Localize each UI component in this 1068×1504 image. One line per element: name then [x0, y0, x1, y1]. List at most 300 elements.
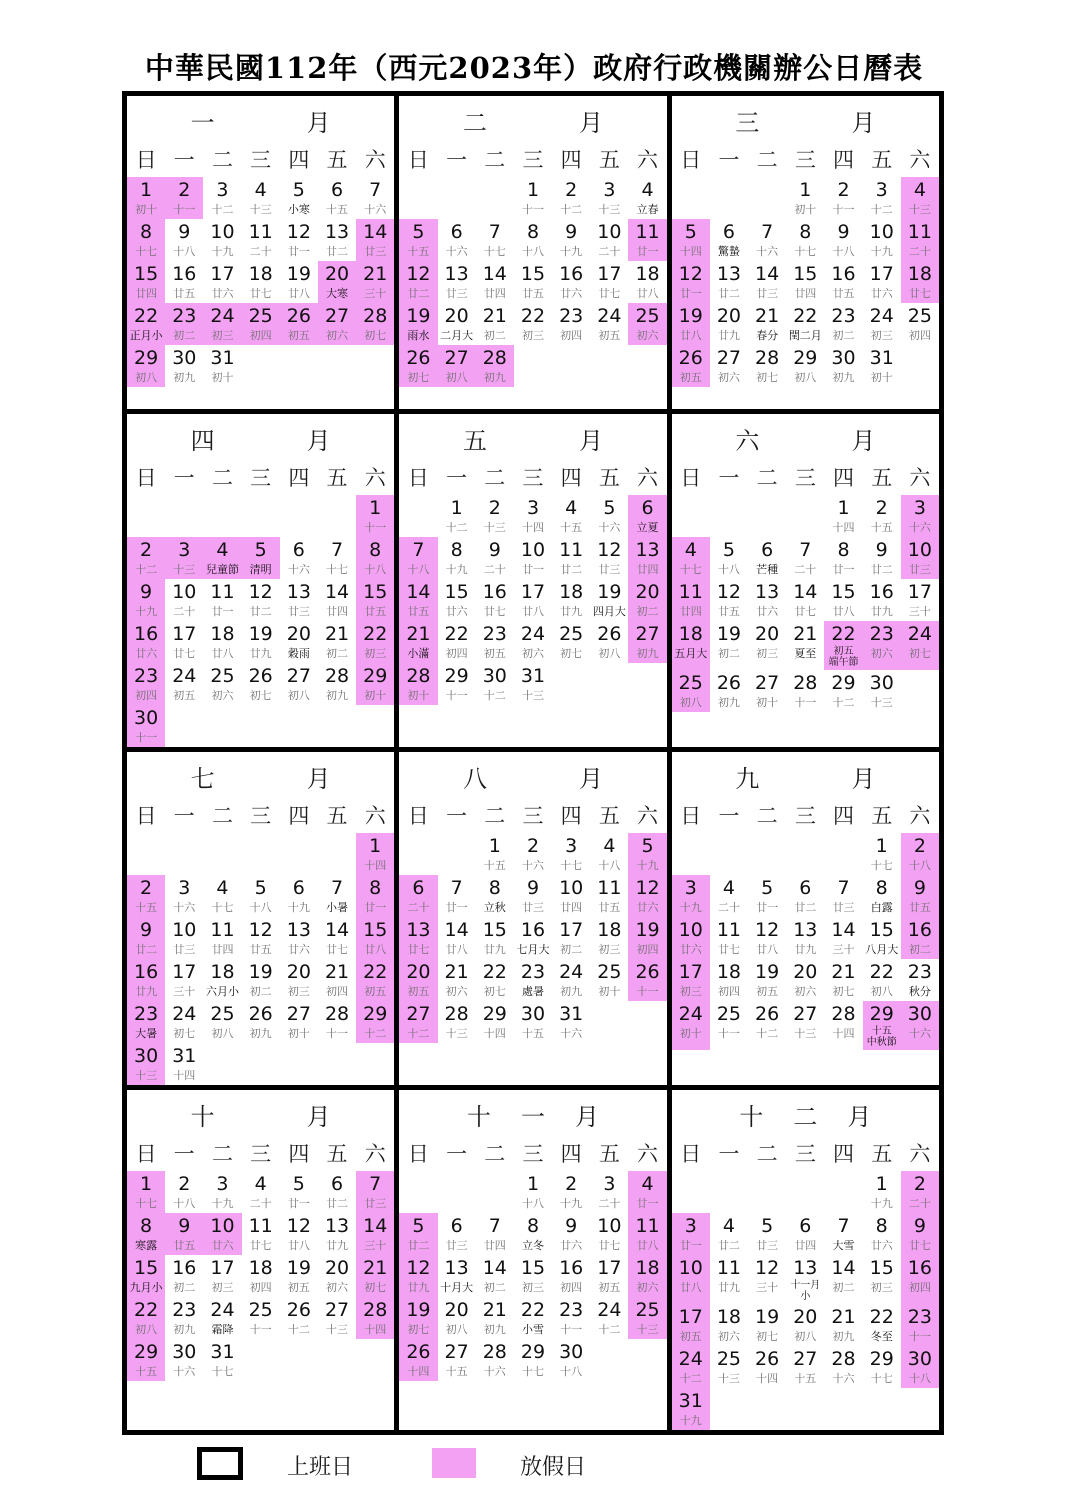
- weekday-header: [127, 800, 394, 830]
- lunar-label-line: 廿七: [717, 943, 740, 956]
- lunar-label-line: 初五: [598, 1281, 621, 1294]
- lunar-label: [628, 520, 666, 535]
- day-number: 14: [482, 1257, 507, 1279]
- day-cell: [786, 917, 824, 959]
- lunar-label: [672, 1026, 710, 1041]
- day-number: 18: [907, 263, 932, 285]
- lunar-label-line: 端午節: [828, 657, 859, 668]
- lunar-label: [203, 984, 241, 999]
- lunar-label: [127, 1280, 165, 1295]
- lunar-label: [203, 286, 241, 301]
- lunar-label-line: 十五: [135, 1365, 158, 1378]
- day-number: 25: [716, 1003, 742, 1025]
- month-title-char: 一: [520, 1103, 545, 1131]
- month-title-char: 月: [851, 765, 876, 793]
- day-number: 15: [363, 581, 388, 603]
- day-cell: [590, 219, 628, 261]
- weekday-label: 一: [718, 466, 740, 490]
- day-number: 22: [831, 623, 856, 645]
- day-cell: [438, 1213, 476, 1255]
- lunar-label: [748, 1026, 786, 1041]
- weekday-label: 三: [522, 466, 544, 490]
- lunar-label: [590, 942, 628, 957]
- lunar-label-line: 初二: [483, 1281, 506, 1294]
- weekday-label: 六: [364, 1142, 386, 1166]
- lunar-label-line: 十九: [636, 859, 659, 872]
- lunar-label-line: 十八: [173, 1197, 196, 1210]
- lunar-label-line: 十二: [407, 1027, 430, 1040]
- day-number: 26: [755, 1003, 780, 1025]
- day-cell: [901, 303, 939, 345]
- lunar-label: [590, 858, 628, 873]
- lunar-label: [242, 286, 280, 301]
- lunar-label-line: 廿一: [679, 287, 702, 300]
- day-number: 27: [286, 1003, 311, 1025]
- day-cell: [476, 579, 514, 621]
- lunar-label-line: 廿五: [173, 287, 196, 300]
- lunar-label: [438, 900, 476, 915]
- day-number: 13: [635, 539, 660, 561]
- lunar-label: [710, 1280, 748, 1295]
- day-cell: [399, 663, 437, 705]
- lunar-label: [628, 1196, 666, 1211]
- day-number: 9: [140, 581, 153, 603]
- day-cell: [127, 1213, 165, 1255]
- lunar-label-line: 二十: [173, 605, 196, 618]
- day-cell: [628, 875, 666, 917]
- lunar-label-line: 廿一: [445, 901, 468, 914]
- weekday-header: [672, 144, 939, 174]
- day-number: 18: [248, 1257, 273, 1279]
- lunar-label-line: 初三: [679, 985, 702, 998]
- day-number: 24: [210, 305, 235, 327]
- day-cell: [438, 1001, 476, 1043]
- lunar-label: [824, 1238, 862, 1253]
- day-number: 10: [520, 539, 546, 561]
- day-cell: [280, 959, 318, 1001]
- day-number: 3: [178, 877, 191, 899]
- day-number: 7: [837, 1215, 850, 1237]
- month-title: [399, 421, 666, 456]
- lunar-label: [318, 984, 356, 999]
- weekday-label: 六: [637, 466, 659, 490]
- day-number: 21: [363, 263, 388, 285]
- day-cell: [356, 261, 394, 303]
- legend-workday-swatch: [197, 1447, 243, 1480]
- day-number: 24: [559, 961, 584, 983]
- day-cell: [356, 177, 394, 219]
- lunar-label-line: 初八: [679, 696, 702, 709]
- lunar-label-line: 廿六: [756, 605, 779, 618]
- lunar-label-line: 十二: [211, 203, 234, 216]
- day-number: 15: [134, 1257, 159, 1279]
- day-number: 30: [907, 1348, 932, 1370]
- week-row: [399, 579, 666, 621]
- lunar-label-line: 廿五: [908, 901, 931, 914]
- day-cell: [165, 1339, 203, 1381]
- day-number: 24: [210, 1299, 235, 1321]
- day-number: 19: [406, 305, 431, 327]
- lunar-label: [356, 1196, 394, 1211]
- day-cell: [552, 1297, 590, 1339]
- lunar-label: [356, 244, 394, 259]
- lunar-label-line: 廿三: [287, 605, 310, 618]
- lunar-label: [165, 286, 203, 301]
- day-number: 28: [831, 1003, 856, 1025]
- day-number: 13: [286, 581, 311, 603]
- week-row: [399, 917, 666, 959]
- day-cell: [476, 261, 514, 303]
- lunar-label-line: 十六: [908, 1027, 931, 1040]
- month-title-char: 月: [306, 1103, 331, 1131]
- month-block: [127, 1090, 394, 1430]
- weekday-label: 五: [871, 466, 893, 490]
- lunar-label-line: 十二: [135, 563, 158, 576]
- lunar-label-line: 十五: [871, 1026, 892, 1037]
- lunar-label: [165, 688, 203, 703]
- day-number: 15: [134, 263, 159, 285]
- day-number: 11: [248, 221, 273, 243]
- day-cell: [399, 917, 437, 959]
- day-number: 21: [324, 961, 350, 983]
- day-cell: [165, 1171, 203, 1213]
- lunar-label: [127, 688, 165, 703]
- lunar-label: [242, 202, 280, 217]
- day-cell: [672, 1304, 710, 1346]
- day-cell: [672, 1171, 710, 1213]
- lunar-label: [127, 1238, 165, 1253]
- lunar-label-line: 十七: [679, 563, 702, 576]
- lunar-label: [280, 900, 318, 915]
- weekday-header: [672, 800, 939, 830]
- day-cell: [165, 495, 203, 537]
- day-cell: [552, 495, 590, 537]
- lunar-label: [786, 328, 824, 343]
- day-cell: [901, 219, 939, 261]
- lunar-label: [748, 286, 786, 301]
- day-number: 12: [286, 221, 311, 243]
- week-row: [399, 1297, 666, 1339]
- day-number: 17: [907, 581, 932, 603]
- month-title-char: 七: [190, 765, 215, 793]
- day-cell: [280, 1043, 318, 1085]
- day-number: 5: [641, 835, 654, 857]
- lunar-label-line: 廿一: [521, 563, 544, 576]
- day-number: 16: [134, 623, 159, 645]
- lunar-label: [514, 942, 552, 957]
- week-row: [399, 1001, 666, 1043]
- day-number: 15: [444, 581, 469, 603]
- lunar-label-line: 小雪: [521, 1323, 544, 1336]
- lunar-label-line: 十四: [832, 521, 855, 534]
- day-number: 2: [140, 877, 153, 899]
- day-number: 8: [799, 221, 812, 243]
- week-row: [127, 345, 394, 387]
- day-cell: [863, 917, 901, 959]
- lunar-label-line: 廿二: [326, 1197, 349, 1210]
- day-number: 30: [559, 1341, 584, 1363]
- lunar-label: [356, 604, 394, 619]
- day-cell: [318, 1255, 356, 1297]
- day-cell: [476, 621, 514, 663]
- lunar-label-line: 初五: [679, 1330, 702, 1343]
- day-cell: [356, 663, 394, 705]
- lunar-label: [318, 244, 356, 259]
- day-number: 16: [559, 263, 584, 285]
- lunar-label-line: 初三: [598, 943, 621, 956]
- month-title: [672, 421, 939, 456]
- lunar-label: [786, 562, 824, 577]
- day-cell: [710, 177, 748, 219]
- weekday-label: 六: [909, 466, 931, 490]
- lunar-label: [127, 1364, 165, 1379]
- lunar-label: [672, 942, 710, 957]
- lunar-label-line: 四月大: [592, 605, 626, 618]
- lunar-label: [318, 900, 356, 915]
- lunar-label: [476, 984, 514, 999]
- lunar-label: [672, 328, 710, 343]
- day-cell: [165, 345, 203, 387]
- weekday-label: 三: [522, 1142, 544, 1166]
- day-number: 23: [482, 623, 507, 645]
- day-number: 23: [559, 1299, 584, 1321]
- day-number: 20: [406, 961, 431, 983]
- day-number: 11: [716, 1257, 742, 1279]
- lunar-label: [356, 646, 394, 661]
- lunar-label-line: 初五: [483, 647, 506, 660]
- day-number: 26: [286, 305, 311, 327]
- day-number: 13: [793, 919, 818, 941]
- lunar-label: [280, 328, 318, 343]
- month-block: [127, 414, 394, 747]
- lunar-label-line: 初二: [717, 647, 740, 660]
- lunar-label-line: 十七: [794, 245, 817, 258]
- day-number: 27: [324, 1299, 350, 1321]
- lunar-label: [824, 646, 862, 668]
- weekday-label: 日: [135, 148, 157, 172]
- lunar-label: [863, 646, 901, 661]
- weekday-label: 二: [211, 148, 233, 172]
- day-number: 28: [363, 1299, 388, 1321]
- lunar-label: [748, 1371, 786, 1386]
- lunar-label-line: 十四: [364, 859, 387, 872]
- day-cell: [242, 959, 280, 1001]
- day-cell: [280, 345, 318, 387]
- lunar-label-line: 二十: [249, 245, 272, 258]
- lunar-label: [552, 202, 590, 217]
- week-row: [399, 261, 666, 303]
- day-cell: [399, 303, 437, 345]
- weekday-label: 二: [211, 1142, 233, 1166]
- day-cell: [748, 1213, 786, 1255]
- day-cell: [672, 345, 710, 387]
- day-number: 21: [444, 961, 469, 983]
- lunar-label: [863, 520, 901, 535]
- lunar-label: [242, 244, 280, 259]
- lunar-label: [786, 1238, 824, 1253]
- day-cell: [514, 1001, 552, 1043]
- day-cell: [242, 495, 280, 537]
- day-cell: [242, 303, 280, 345]
- week-row: [399, 537, 666, 579]
- lunar-label-line: 十五: [794, 1372, 817, 1385]
- week-row: [672, 219, 939, 261]
- week-row: [399, 303, 666, 345]
- day-number: 24: [678, 1348, 703, 1370]
- lunar-label: [710, 1371, 748, 1386]
- day-cell: [628, 621, 666, 663]
- day-number: 2: [565, 1173, 578, 1195]
- day-cell: [552, 303, 590, 345]
- day-cell: [863, 1171, 901, 1213]
- day-number: 15: [869, 1257, 894, 1279]
- lunar-label-line: 十二: [445, 521, 468, 534]
- day-cell: [786, 1346, 824, 1388]
- day-cell: [399, 875, 437, 917]
- day-cell: [203, 1255, 241, 1297]
- day-number: 1: [488, 835, 501, 857]
- day-cell: [438, 875, 476, 917]
- day-cell: [824, 1388, 862, 1430]
- day-number: 21: [363, 1257, 388, 1279]
- lunar-label: [203, 900, 241, 915]
- day-cell: [356, 1255, 394, 1297]
- day-cell: [748, 537, 786, 579]
- lunar-label-line: 初九: [173, 371, 196, 384]
- day-number: 2: [913, 835, 926, 857]
- lunar-label: [552, 1280, 590, 1295]
- day-cell: [438, 1255, 476, 1297]
- lunar-label-line: 十七: [560, 859, 583, 872]
- lunar-label: [438, 1322, 476, 1337]
- day-cell: [165, 1255, 203, 1297]
- lunar-label-line: 廿七: [794, 605, 817, 618]
- lunar-label-line: 廿六: [560, 287, 583, 300]
- lunar-label-line: 廿九: [249, 647, 272, 660]
- week-row: [672, 1346, 939, 1388]
- lunar-label: [356, 520, 394, 535]
- lunar-label: [165, 562, 203, 577]
- day-number: 15: [520, 1257, 546, 1279]
- day-cell: [710, 303, 748, 345]
- day-number: 1: [450, 497, 463, 519]
- lunar-label-line: 廿五: [173, 1239, 196, 1252]
- lunar-label-line: 初九: [326, 689, 349, 702]
- lunar-label-line: 廿五: [598, 901, 621, 914]
- lunar-label: [318, 286, 356, 301]
- month-block: [127, 752, 394, 1085]
- day-cell: [438, 495, 476, 537]
- day-cell: [356, 303, 394, 345]
- day-cell: [628, 495, 666, 537]
- day-cell: [438, 1339, 476, 1381]
- lunar-label: [242, 646, 280, 661]
- lunar-label-line: 廿七: [598, 287, 621, 300]
- lunar-label-line: 初六: [636, 329, 659, 342]
- lunar-label: [356, 942, 394, 957]
- lunar-label-line: 二十: [717, 901, 740, 914]
- day-number: 11: [907, 221, 932, 243]
- day-number: 19: [755, 1306, 780, 1328]
- day-number: 9: [837, 221, 850, 243]
- day-cell: [786, 1213, 824, 1255]
- day-number: 7: [369, 179, 382, 201]
- day-number: 6: [450, 221, 463, 243]
- weekday-label: 一: [173, 148, 195, 172]
- day-number: 2: [178, 1173, 191, 1195]
- day-cell: [356, 495, 394, 537]
- day-number: 28: [482, 347, 507, 369]
- lunar-label-line: 廿八: [445, 943, 468, 956]
- day-cell: [476, 345, 514, 387]
- day-number: 1: [875, 1173, 888, 1195]
- lunar-label: [242, 1322, 280, 1337]
- day-cell: [318, 1339, 356, 1381]
- lunar-label: [318, 1196, 356, 1211]
- weekday-label: 四: [560, 804, 582, 828]
- lunar-label: [514, 1238, 552, 1253]
- day-cell: [438, 303, 476, 345]
- lunar-label: [127, 1026, 165, 1041]
- lunar-label: [165, 604, 203, 619]
- day-number: 9: [140, 919, 153, 941]
- day-number: 17: [172, 961, 197, 983]
- lunar-label-line: 中秋節: [866, 1037, 897, 1048]
- day-cell: [590, 959, 628, 1001]
- lunar-label: [824, 202, 862, 217]
- lunar-label: [318, 604, 356, 619]
- lunar-label-line: 十二: [679, 1372, 702, 1385]
- lunar-label-line: 正月小: [129, 329, 163, 342]
- lunar-label: [242, 984, 280, 999]
- lunar-label-line: 冬至: [870, 1330, 893, 1343]
- weekday-label: 一: [446, 804, 468, 828]
- lunar-label-line: 二十: [249, 1197, 272, 1210]
- day-number: 4: [254, 179, 267, 201]
- lunar-label: [786, 202, 824, 217]
- day-cell: [824, 303, 862, 345]
- weekday-header: [672, 462, 939, 492]
- day-cell: [748, 261, 786, 303]
- lunar-label-line: 廿五: [364, 605, 387, 618]
- month-block: [399, 414, 666, 747]
- lunar-label: [901, 984, 939, 999]
- lunar-label-line: 初五: [407, 985, 430, 998]
- day-cell: [590, 1213, 628, 1255]
- day-number: 22: [134, 305, 159, 327]
- weekday-label: 二: [484, 466, 506, 490]
- day-cell: [476, 917, 514, 959]
- day-cell: [280, 303, 318, 345]
- day-cell: [242, 663, 280, 705]
- day-number: 2: [526, 835, 540, 857]
- day-number: 4: [722, 877, 735, 899]
- day-number: 3: [178, 539, 191, 561]
- weekday-label: 日: [135, 466, 157, 490]
- lunar-label-line: 廿八: [521, 605, 544, 618]
- lunar-label-line: 十六: [756, 245, 779, 258]
- day-cell: [710, 1304, 748, 1346]
- day-cell: [242, 1339, 280, 1381]
- day-number: 20: [444, 1299, 469, 1321]
- weekday-header: [127, 462, 394, 492]
- day-number: 4: [254, 1173, 267, 1195]
- lunar-label: [748, 604, 786, 619]
- lunar-label: [710, 695, 748, 710]
- day-cell: [514, 219, 552, 261]
- lunar-label: [590, 520, 628, 535]
- day-number: 5: [684, 221, 697, 243]
